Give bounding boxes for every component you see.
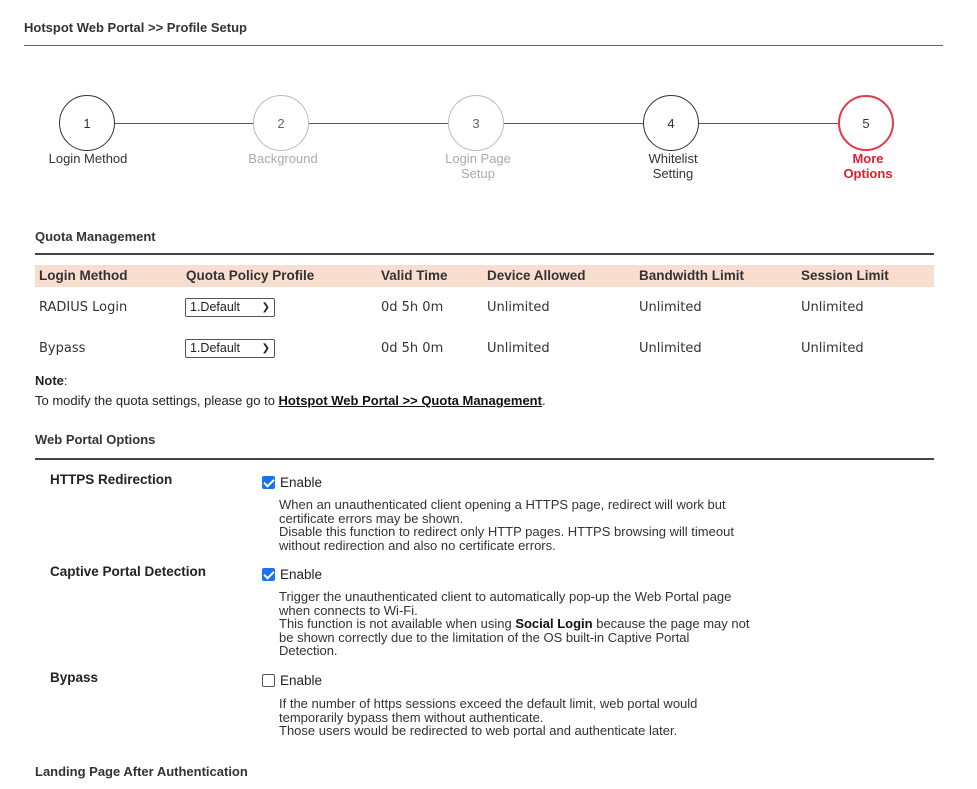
quota-table-header <box>35 265 934 287</box>
quota-profile-select[interactable] <box>185 339 275 358</box>
quota-management-link[interactable]: Hotspot Web Portal >> Quota Management <box>278 393 542 408</box>
step-1-label: Login Method <box>48 151 128 166</box>
step-connector <box>115 123 253 124</box>
col-bandwidth-limit: Bandwidth Limit <box>639 268 744 283</box>
step-number: 3 <box>472 115 480 131</box>
captive-portal-description: Trigger the unauthenticated client to automatically pop-up the Web Portal page when connects to Wi-Fi. This function is not available when using Social Login because the page may not be shown correctly due to the limitation of the OS built-in Captive Portal Detection. <box>279 589 750 658</box>
step-connector <box>699 123 838 124</box>
step-3-label: Login Page Setup <box>445 151 511 181</box>
step-number: 2 <box>277 115 285 131</box>
col-valid-time: Valid Time <box>381 268 448 283</box>
note-label: Note: <box>35 373 68 388</box>
step-connector <box>309 123 448 124</box>
row-bandwidth-limit: Unlimited <box>639 341 702 356</box>
quota-section-title: Quota Management <box>35 229 156 244</box>
bypass-description: If the number of https sessions exceed the default limit, web portal would temporarily bypass them without authenticate. Those users would be redirected to web portal and authenticate later. <box>279 696 698 738</box>
https-redirection-description: When an unauthenticated client opening a HTTPS page, redirect will work but certificate errors may be shown. Disable this function to redirect only HTTP pages. HTTPS browsing will timeout without redirection and also no certificate errors. <box>279 497 734 553</box>
https-enable-label[interactable]: Enable <box>280 475 323 490</box>
row-login-method: RADIUS Login <box>39 300 128 315</box>
step-4-label: Whitelist Setting <box>648 151 698 181</box>
row-valid-time: 0d 5h 0m <box>381 300 444 315</box>
step-4-circle[interactable] <box>643 95 699 151</box>
row-bandwidth-limit: Unlimited <box>639 300 702 315</box>
page-title: Hotspot Web Portal >> Profile Setup <box>24 20 247 35</box>
col-session-limit: Session Limit <box>801 268 889 283</box>
bypass-label: Bypass <box>50 670 99 685</box>
row-session-limit: Unlimited <box>801 300 864 315</box>
chevron-down-icon: ❯ <box>261 343 270 354</box>
web-portal-divider <box>35 458 934 460</box>
landing-page-section-title: Landing Page After Authentication <box>35 764 248 779</box>
row-valid-time: 0d 5h 0m <box>381 341 444 356</box>
step-number: 5 <box>862 115 870 131</box>
chevron-down-icon: ❯ <box>261 302 270 313</box>
quota-profile-select[interactable] <box>185 298 275 317</box>
bypass-enable-label[interactable]: Enable <box>280 673 323 688</box>
web-portal-section-title: Web Portal Options <box>35 432 156 447</box>
row-device-allowed: Unlimited <box>487 341 550 356</box>
step-connector <box>504 123 643 124</box>
quota-divider <box>35 253 934 255</box>
col-device-allowed: Device Allowed <box>487 268 586 283</box>
wizard-stepper <box>0 0 977 200</box>
step-number: 4 <box>667 115 675 131</box>
bypass-checkbox[interactable] <box>262 674 275 687</box>
captive-portal-checkbox[interactable] <box>262 568 275 581</box>
col-login-method: Login Method <box>39 268 128 283</box>
select-value: 1.Default <box>190 341 241 355</box>
note-text: To modify the quota settings, please go to Hotspot Web Portal >> Quota Management. <box>35 393 546 408</box>
captive-portal-label: Captive Portal Detection <box>50 564 207 579</box>
row-session-limit: Unlimited <box>801 341 864 356</box>
col-quota-policy: Quota Policy Profile <box>186 268 315 283</box>
step-2-label: Background <box>248 151 318 166</box>
captive-enable-label[interactable]: Enable <box>280 567 323 582</box>
select-value: 1.Default <box>190 300 241 314</box>
row-device-allowed: Unlimited <box>487 300 550 315</box>
step-2-circle[interactable] <box>253 95 309 151</box>
note-body: To modify the quota settings, please go to <box>35 393 279 408</box>
row-login-method: Bypass <box>39 341 86 356</box>
step-number: 1 <box>83 115 91 131</box>
step-3-circle[interactable] <box>448 95 504 151</box>
step-5-label: More Options <box>843 151 893 181</box>
https-redirection-checkbox[interactable] <box>262 476 275 489</box>
step-5-circle[interactable] <box>838 95 894 151</box>
https-redirection-label: HTTPS Redirection <box>50 472 173 487</box>
step-1-circle[interactable] <box>59 95 115 151</box>
